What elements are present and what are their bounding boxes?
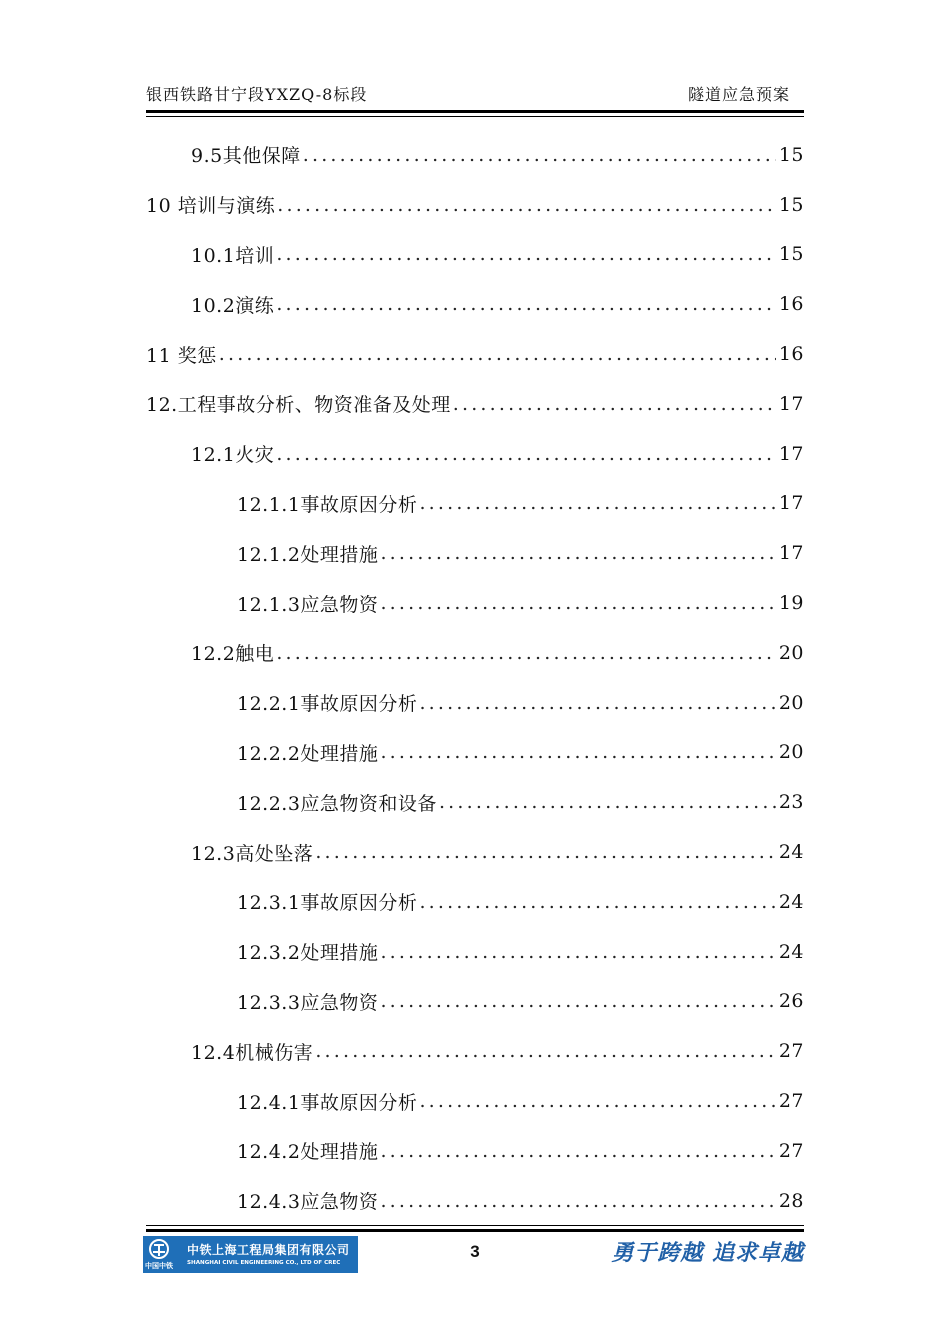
toc-dot-leader (380, 1140, 776, 1162)
toc-entry[interactable] (146, 180, 804, 230)
toc-entry-page: 17 (778, 442, 804, 465)
toc-entry[interactable] (146, 329, 804, 379)
toc-entry[interactable] (146, 230, 804, 280)
toc-dot-leader (277, 194, 776, 216)
toc-entry-page: 15 (778, 193, 804, 216)
toc-entry-title: 12.2.1事故原因分析 (237, 693, 418, 716)
toc-entry-title: 10.2演练 (191, 294, 275, 317)
toc-entry-title: 12.2.3应急物资和设备 (237, 792, 437, 815)
toc-entry-title: 11 奖惩 (146, 344, 217, 367)
toc-entry-page: 19 (778, 592, 804, 615)
toc-entry[interactable] (146, 777, 804, 827)
header-divider (146, 110, 804, 113)
toc-dot-leader (276, 293, 776, 315)
toc-dot-leader (380, 592, 776, 614)
toc-entry-page: 24 (778, 890, 804, 913)
toc-entry-title: 12.2.2处理措施 (237, 742, 379, 765)
toc-entry[interactable] (146, 528, 804, 578)
toc-entry-title: 12.工程事故分析、物资准备及处理 (146, 394, 451, 417)
toc-entry[interactable] (146, 1176, 804, 1226)
toc-entry[interactable] (146, 130, 804, 180)
toc-dot-leader (219, 343, 776, 365)
toc-entry-page: 26 (778, 990, 804, 1013)
toc-dot-leader (380, 741, 776, 763)
toc-entry-title: 9.5其他保障 (191, 145, 301, 168)
toc-dot-leader (380, 542, 776, 564)
toc-entry-title: 12.4.3应急物资 (237, 1191, 379, 1214)
toc-entry[interactable] (146, 877, 804, 927)
toc-entry-title: 12.1火灾 (191, 444, 275, 467)
toc-entry-page: 23 (778, 791, 804, 814)
toc-entry[interactable] (146, 628, 804, 678)
toc-entry-title: 10.1培训 (191, 244, 275, 267)
logo-crec-label: 中国中铁 (145, 1262, 173, 1270)
toc-entry-page: 20 (778, 641, 804, 664)
toc-entry-title: 12.4.2处理措施 (237, 1141, 379, 1164)
toc-entry[interactable] (146, 279, 804, 329)
toc-entry-page: 17 (778, 542, 804, 565)
header-project-title: 银西铁路甘宁段YXZQ-8标段 (146, 85, 368, 104)
toc-entry[interactable] (146, 479, 804, 529)
toc-dot-leader (315, 1040, 776, 1062)
toc-dot-leader (439, 791, 776, 813)
toc-entry-title: 12.3.3应急物资 (237, 991, 379, 1014)
toc-entry-page: 27 (778, 1139, 804, 1162)
footer-divider (146, 1229, 804, 1232)
toc-dot-leader (419, 492, 776, 514)
toc-entry[interactable] (146, 977, 804, 1027)
toc-entry-title: 12.3高处坠落 (191, 842, 314, 865)
toc-dot-leader (303, 144, 776, 166)
table-of-contents (146, 130, 804, 1226)
toc-entry[interactable] (146, 927, 804, 977)
toc-entry-page: 15 (778, 243, 804, 266)
toc-entry-title: 12.3.1事故原因分析 (237, 892, 418, 915)
toc-entry-page: 17 (778, 492, 804, 515)
toc-entry-title: 12.2触电 (191, 643, 275, 666)
toc-entry-page: 24 (778, 940, 804, 963)
header-document-title: 隧道应急预案 (687, 85, 790, 104)
toc-entry-page: 24 (778, 841, 804, 864)
toc-entry-page: 17 (778, 392, 804, 415)
toc-dot-leader (276, 243, 776, 265)
company-slogan: 勇于跨越 追求卓越 (611, 1240, 804, 1266)
toc-entry[interactable] (146, 678, 804, 728)
toc-entry-title: 10 培训与演练 (146, 195, 276, 218)
toc-entry-title: 12.1.1事故原因分析 (237, 493, 418, 516)
toc-entry-page: 27 (778, 1040, 804, 1063)
page-header (146, 78, 804, 108)
toc-entry-title: 12.4机械伤害 (191, 1041, 314, 1064)
toc-dot-leader (315, 841, 776, 863)
toc-entry[interactable] (146, 1126, 804, 1176)
toc-dot-leader (276, 642, 776, 664)
toc-entry[interactable] (146, 728, 804, 778)
toc-entry[interactable] (146, 429, 804, 479)
toc-entry[interactable] (146, 578, 804, 628)
page-number: 3 (470, 1242, 480, 1261)
toc-entry-page: 20 (778, 741, 804, 764)
footer-divider-thin (146, 1225, 804, 1226)
toc-entry[interactable] (146, 379, 804, 429)
toc-dot-leader (419, 692, 776, 714)
toc-entry[interactable] (146, 1026, 804, 1076)
toc-dot-leader (380, 941, 776, 963)
toc-dot-leader (419, 1090, 776, 1112)
toc-entry-page: 27 (778, 1090, 804, 1113)
toc-dot-leader (380, 1190, 776, 1212)
toc-entry[interactable] (146, 827, 804, 877)
toc-entry-title: 12.1.2处理措施 (237, 543, 379, 566)
toc-dot-leader (276, 443, 776, 465)
toc-entry-title: 12.3.2处理措施 (237, 942, 379, 965)
toc-dot-leader (380, 990, 776, 1012)
toc-entry-page: 15 (778, 143, 804, 166)
toc-entry-title: 12.4.1事故原因分析 (237, 1091, 418, 1114)
toc-dot-leader (453, 393, 776, 415)
toc-entry-page: 16 (778, 293, 804, 316)
logo-company-name: 中铁上海工程局集团有限公司 (187, 1243, 350, 1257)
toc-entry-page: 16 (778, 343, 804, 366)
toc-entry[interactable] (146, 1076, 804, 1126)
toc-dot-leader (419, 891, 776, 913)
toc-entry-page: 20 (778, 691, 804, 714)
toc-entry-title: 12.1.3应急物资 (237, 593, 379, 616)
toc-entry-page: 28 (778, 1189, 804, 1212)
header-divider-thin (146, 116, 804, 117)
logo-company-name-en: SHANGHAI CIVIL ENGINEERING CO., LTD OF CREC (187, 1260, 341, 1266)
